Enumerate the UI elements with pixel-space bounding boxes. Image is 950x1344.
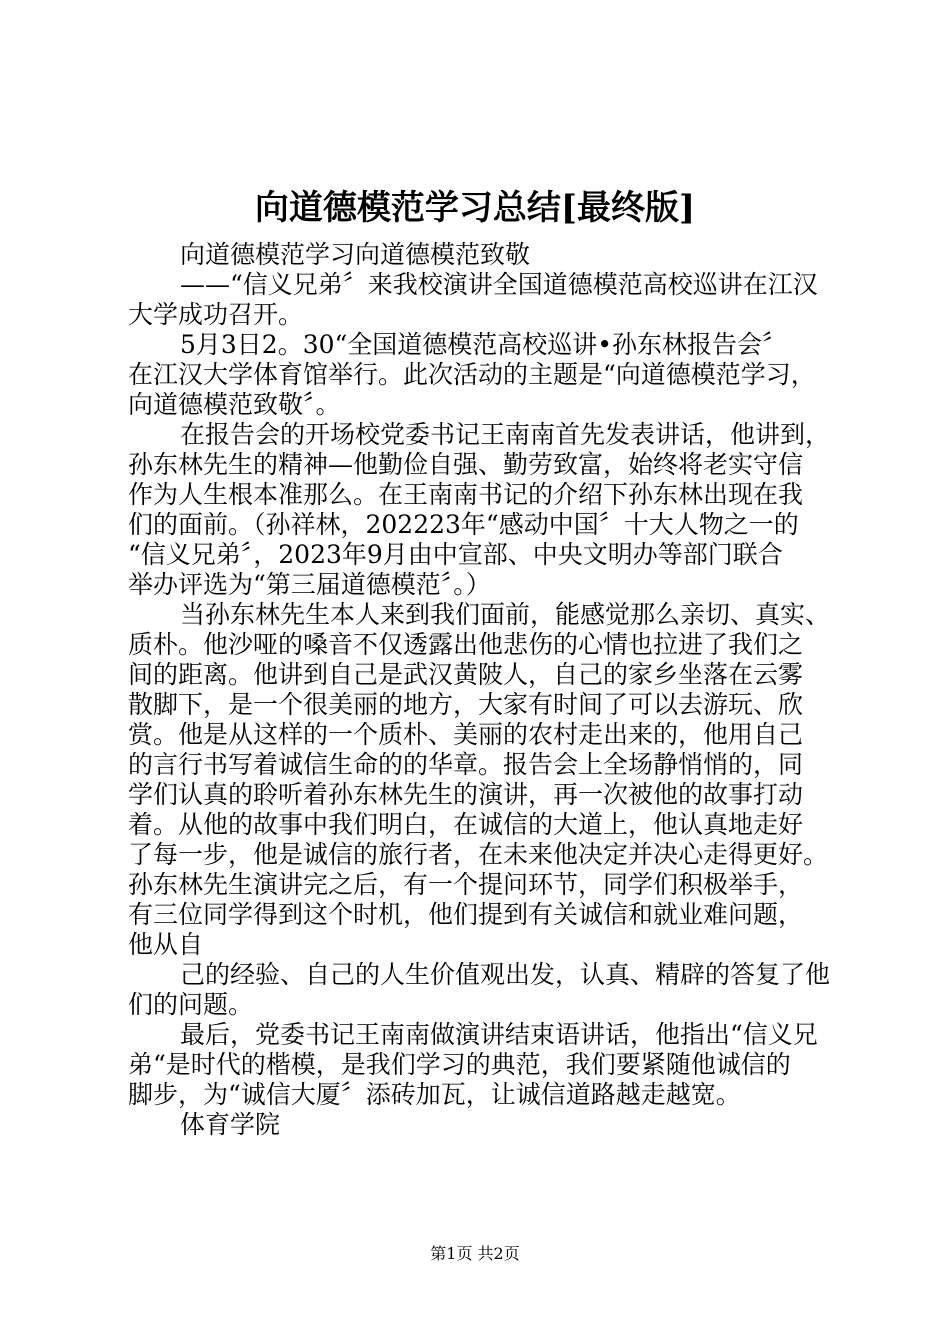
text-line: 当孙东林先生本人来到我们面前，能感觉那么亲切、真实、 — [180, 600, 831, 629]
text-line: 作为人生根本准那么。在王南南书记的介绍下孙东林出现在我 — [128, 480, 804, 509]
text-line: 孙东林先生的精神—他勤俭自强、勤劳致富，始终将老实守信 — [128, 450, 804, 479]
document-title: 向道德模范学习总结[最终版] — [254, 188, 696, 228]
text-line: “信义兄弟〞，2023年9月由中宣部、中央文明办等部门联合 — [128, 540, 783, 569]
text-line: 有三位同学得到这个时机，他们提到有关诚信和就业难问题， — [128, 900, 804, 929]
text-line: 赏。他是从这样的一个质朴、美丽的农村走出来的，他用自己 — [128, 720, 804, 749]
text-line: 们的问题。 — [128, 990, 254, 1019]
text-line: 的言行书写着诚信生命的的华章。报告会上全场静悄悄的，同 — [128, 750, 804, 779]
text-line: 己的经验、自己的人生价值观出发，认真、精辟的答复了他 — [180, 960, 831, 989]
text-line: 弟“是时代的楷模，是我们学习的典范，我们要紧随他诚信的 — [128, 1050, 791, 1079]
text-line: 向道德模范致敬〞。 — [128, 390, 341, 419]
text-line: 了每一步，他是诚信的旅行者，在未来他决定并决心走得更好。 — [128, 840, 829, 869]
text-line: ——“信义兄弟〞来我校演讲全国道德模范高校巡讲在江汉 — [180, 270, 818, 299]
text-line: 着。从他的故事中我们明白，在诚信的大道上，他认真地走好 — [128, 810, 804, 839]
text-line: 举办评选为“第三届道德模范〞。） — [128, 570, 491, 599]
text-line: 散脚下，是一个很美丽的地方，大家有时间了可以去游玩、欣 — [128, 690, 804, 719]
text-line: 最后，党委书记王南南做演讲结束语讲话，他指出“信义兄 — [180, 1020, 818, 1049]
text-line: 们的面前。（孙祥林，202223年“感动中国〞十大人物之一的 — [128, 510, 799, 539]
text-line: 学们认真的聆听着孙东林先生的演讲，再一次被他的故事打动 — [128, 780, 804, 809]
text-line: 5月3日2。30“全国道德模范高校巡讲•孙东林报告会〞 — [180, 330, 788, 359]
text-line: 间的距离。他讲到自己是武汉黄陂人，自己的家乡坐落在云雾 — [128, 660, 804, 689]
text-line: 在报告会的开场校党委书记王南南首先发表讲话，他讲到， — [180, 420, 831, 449]
text-line: 在江汉大学体育馆举行。此次活动的主题是“向道德模范学习， — [128, 360, 816, 389]
text-line: 他从自 — [128, 930, 204, 959]
text-line: 质朴。他沙哑的嗓音不仅透露出他悲伤的心情也拉进了我们之 — [128, 630, 804, 659]
text-line: 向道德模范学习向道德模范致敬 — [180, 240, 531, 269]
text-line: 体育学院 — [180, 1110, 281, 1139]
text-line: 大学成功召开。 — [128, 300, 304, 329]
text-line: 孙东林先生演讲完之后，有一个提问环节，同学们积极举手， — [128, 870, 804, 899]
page-number-footer: 第1页 共2页 — [430, 1244, 520, 1263]
text-line: 脚步，为“诚信大厦〞添砖加瓦，让诚信道路越走越宽。 — [128, 1080, 741, 1109]
